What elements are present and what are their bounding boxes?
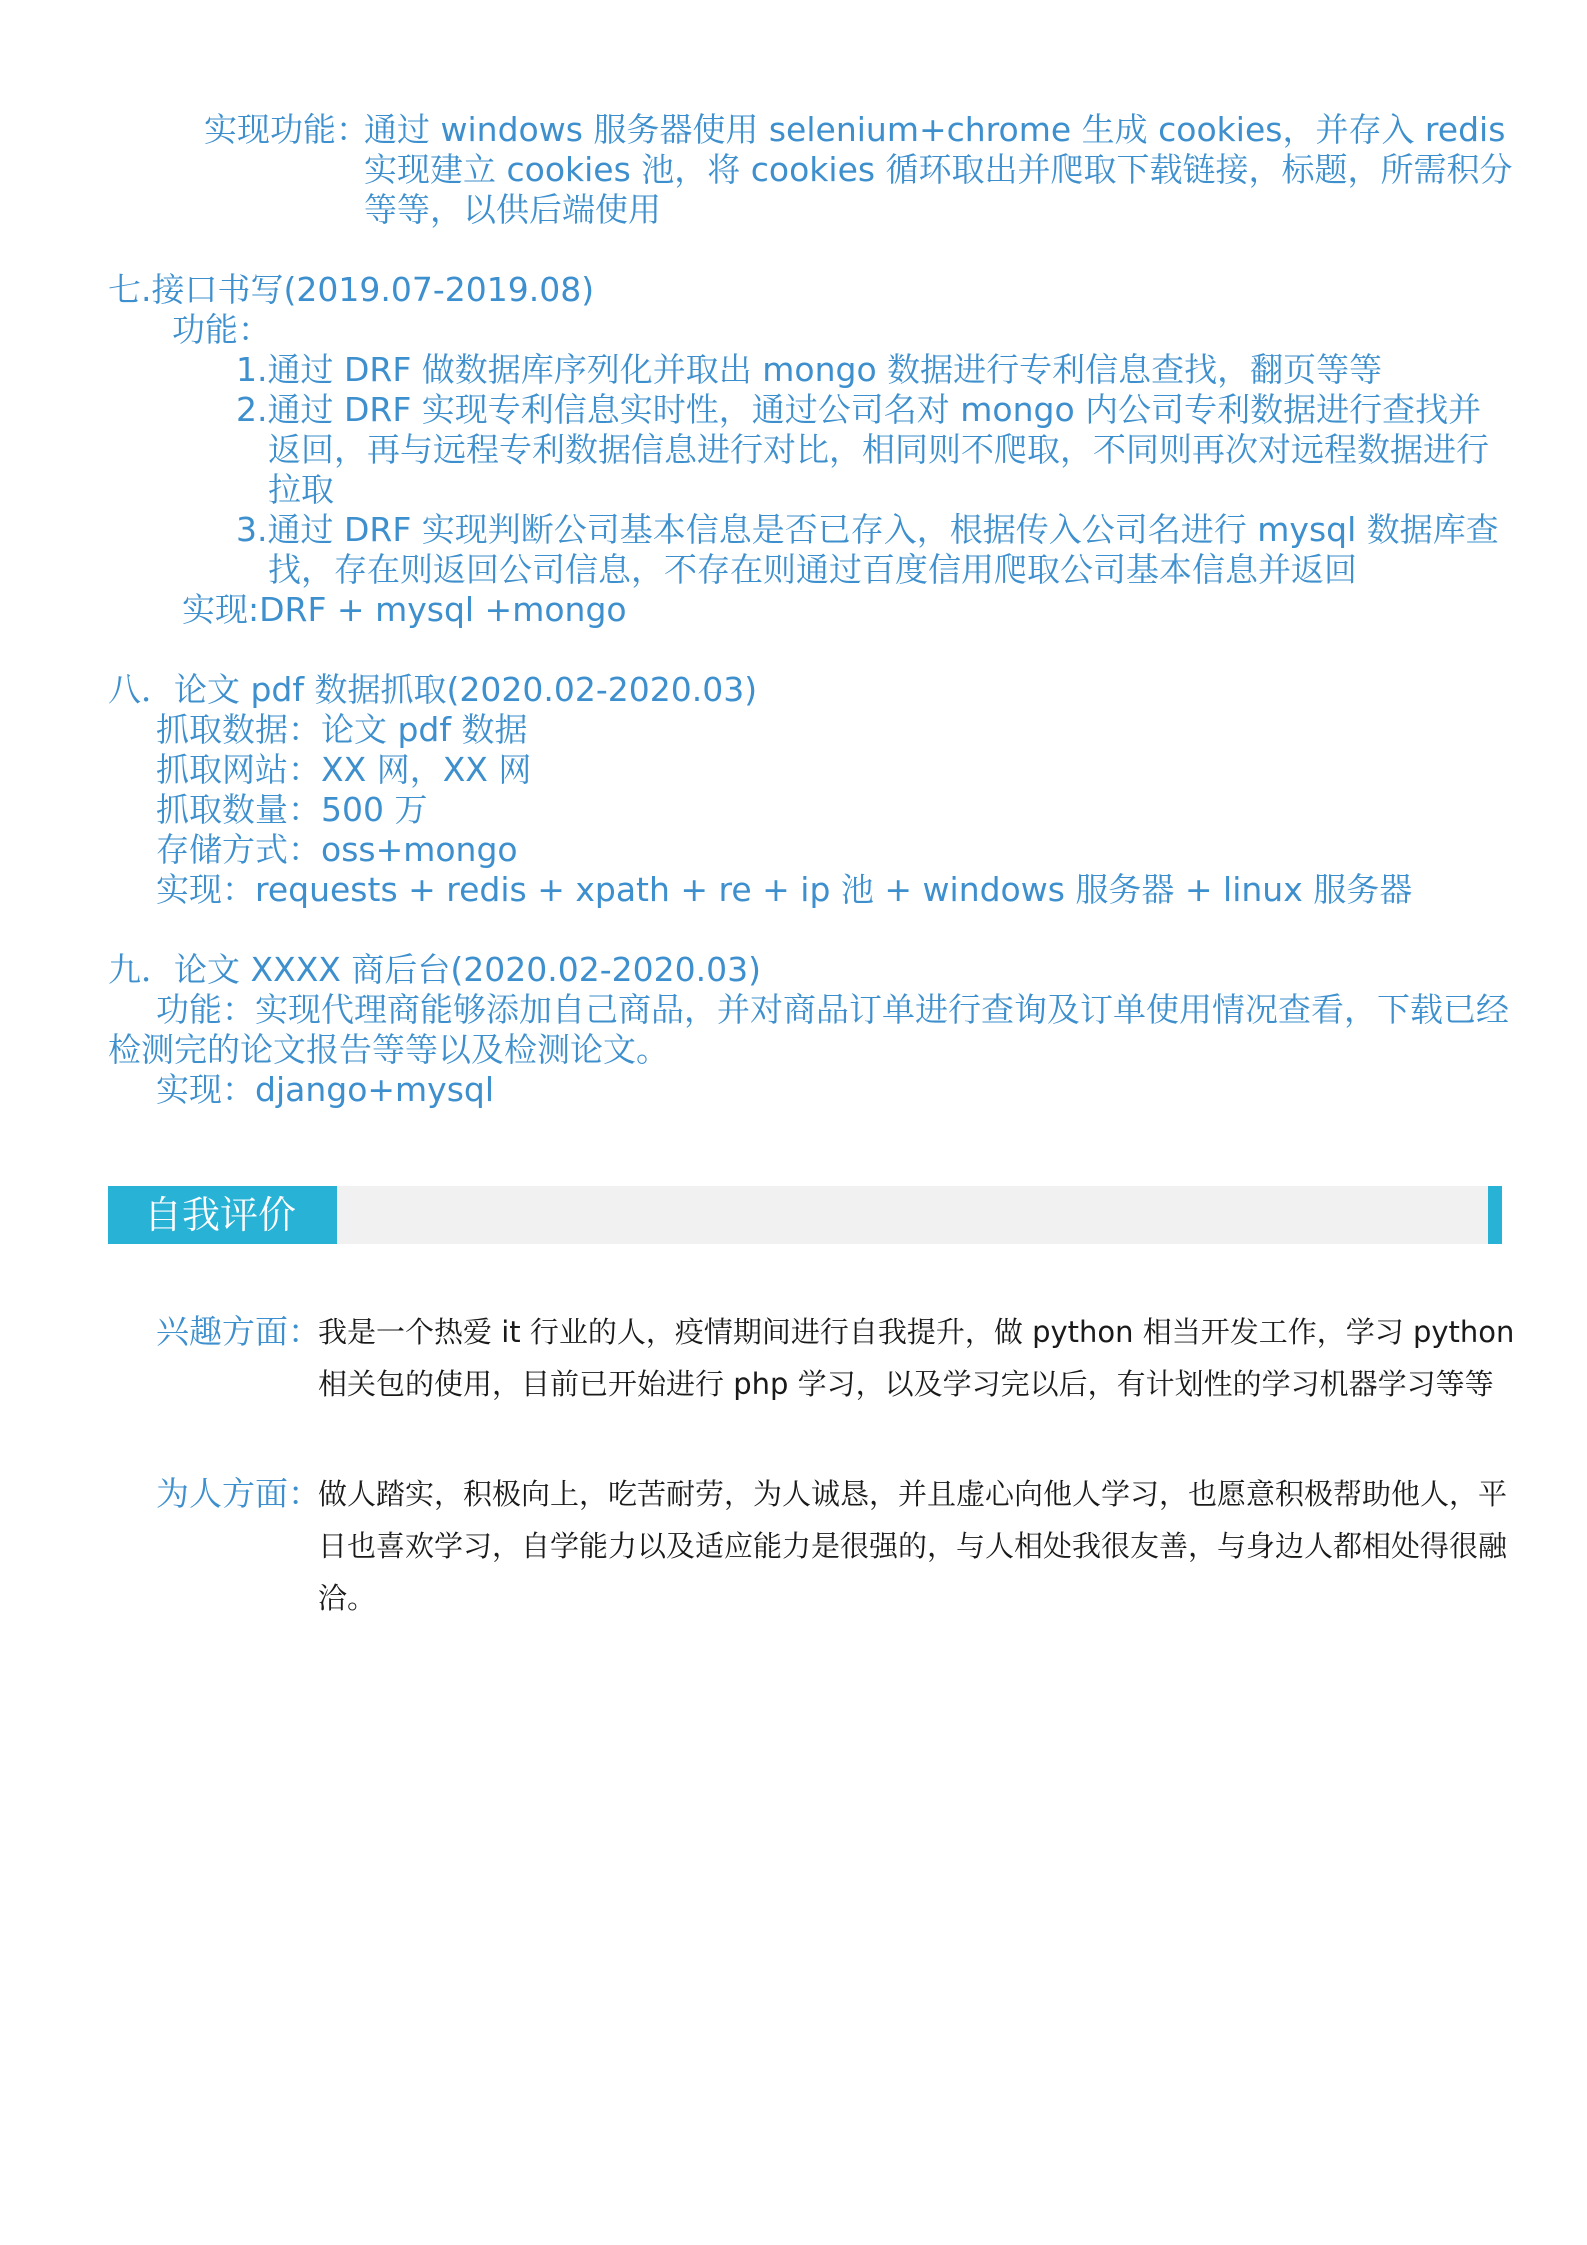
project-7-title: 七.接口书写(2019.07-2019.08): [108, 270, 595, 309]
project-7-impl: 实现:DRF + mysql +mongo: [182, 590, 627, 629]
project-8-line: 抓取数量：500 万: [156, 790, 428, 829]
project-7-function-label: 功能：: [172, 310, 271, 349]
project-8-line: 抓取网站：XX 网，XX 网: [156, 750, 532, 789]
project-7-item: 3.通过 DRF 实现判断公司基本信息是否已存入，根据传入公司名进行 mysql 数据库查: [236, 510, 1499, 549]
impl-function-label: 实现功能：: [204, 110, 369, 149]
section-header-label-box: [108, 1186, 337, 1244]
project-8-line: 存储方式：oss+mongo: [156, 830, 518, 869]
character-line: 日也喜欢学习，自学能力以及适应能力是很强的，与人相处我很友善，与身边人都相处得很融: [318, 1529, 1508, 1563]
project-8-line: 实现：requests + redis + xpath + re + ip 池 + windows 服务器 + linux 服务器: [156, 870, 1413, 909]
section-header-end-cap: [1488, 1186, 1502, 1244]
project-7-item: 2.通过 DRF 实现专利信息实时性，通过公司名对 mongo 内公司专利数据进行查找并: [236, 390, 1482, 429]
project-8-title: 八．论文 pdf 数据抓取(2020.02-2020.03): [108, 670, 758, 709]
impl-function-line: 实现建立 cookies 池，将 cookies 循环取出并爬取下载链接，标题，所需积分: [364, 150, 1513, 189]
character-label: 为人方面：: [156, 1474, 321, 1513]
project-8-line: 抓取数据：论文 pdf 数据: [156, 710, 528, 749]
character-line: 洽。: [318, 1581, 377, 1615]
character-line: 做人踏实，积极向上，吃苦耐劳，为人诚恳，并且虚心向他人学习，也愿意积极帮助他人，平: [318, 1477, 1508, 1511]
impl-function-line: 通过 windows 服务器使用 selenium+chrome 生成 cookies，并存入 redis: [364, 110, 1506, 149]
interest-line: 相关包的使用，目前已开始进行 php 学习，以及学习完以后，有计划性的学习机器学习等等: [318, 1367, 1494, 1401]
project-9-function: 检测完的论文报告等等以及检测论文。: [108, 1030, 669, 1069]
project-7-item: 找，存在则返回公司信息，不存在则通过百度信用爬取公司基本信息并返回: [268, 550, 1357, 589]
impl-function-line: 等等，以供后端使用: [364, 190, 661, 229]
project-9-function: 功能：实现代理商能够添加自己商品，并对商品订单进行查询及订单使用情况查看，下载已经: [156, 990, 1509, 1029]
project-9-title: 九．论文 XXXX 商后台(2020.02-2020.03): [108, 950, 761, 989]
project-7-item: 拉取: [268, 470, 334, 509]
project-9-impl: 实现：django+mysql: [156, 1070, 495, 1109]
project-7-item: 1.通过 DRF 做数据库序列化并取出 mongo 数据进行专利信息查找，翻页等等: [236, 350, 1383, 389]
interest-line: 我是一个热爱 it 行业的人，疫情期间进行自我提升，做 python 相当开发工作，学习 python: [318, 1315, 1515, 1349]
section-title: 自我评价: [144, 1193, 297, 1237]
project-7-item: 返回，再与远程专利数据信息进行对比，相同则不爬取，不同则再次对远程数据进行: [268, 430, 1489, 469]
interest-label: 兴趣方面：: [156, 1312, 321, 1351]
